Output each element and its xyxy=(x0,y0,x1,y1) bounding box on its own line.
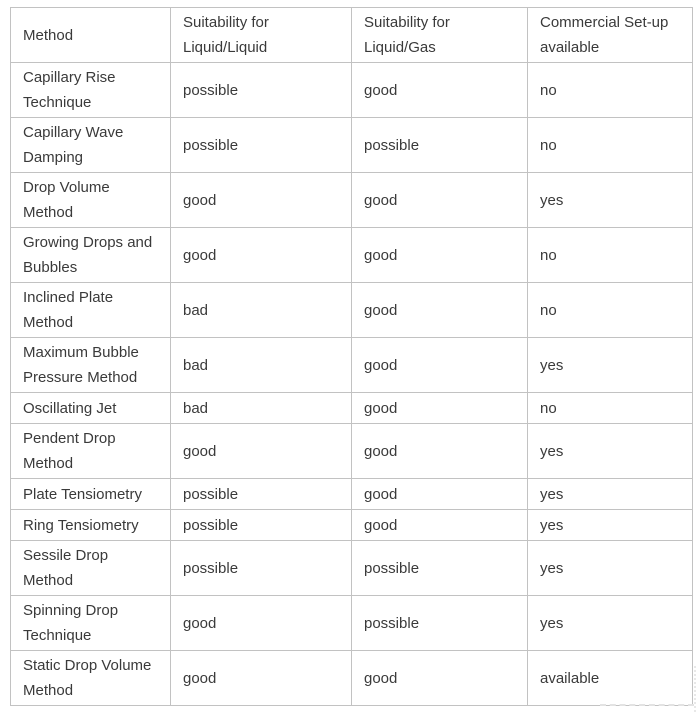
column-header-liquid-liquid: Suitability for Liquid/Liquid xyxy=(171,8,352,63)
table-row xyxy=(11,338,693,393)
method-cell: Drop Volume Method xyxy=(11,173,171,228)
liquid-gas-cell: good xyxy=(352,283,528,338)
commercial-cell: no xyxy=(528,63,693,118)
table-row xyxy=(11,118,693,173)
liquid-liquid-cell: possible xyxy=(171,541,352,596)
method-cell: Ring Tensiometry xyxy=(11,510,171,541)
commercial-cell: no xyxy=(528,118,693,173)
method-cell: Pendent Drop Method xyxy=(11,424,171,479)
commercial-cell: yes xyxy=(528,510,693,541)
liquid-liquid-cell: good xyxy=(171,651,352,706)
method-cell: Sessile Drop Method xyxy=(11,541,171,596)
liquid-gas-cell: good xyxy=(352,424,528,479)
table-row xyxy=(11,63,693,118)
commercial-cell: no xyxy=(528,283,693,338)
commercial-cell: yes xyxy=(528,541,693,596)
commercial-cell: yes xyxy=(528,173,693,228)
liquid-gas-cell: good xyxy=(352,63,528,118)
liquid-gas-cell: good xyxy=(352,338,528,393)
table-row xyxy=(11,510,693,541)
commercial-cell: yes xyxy=(528,479,693,510)
table-row xyxy=(11,479,693,510)
liquid-gas-cell: good xyxy=(352,393,528,424)
commercial-cell: yes xyxy=(528,338,693,393)
liquid-gas-cell: possible xyxy=(352,118,528,173)
column-header-liquid-gas: Suitability for Liquid/Gas xyxy=(352,8,528,63)
method-cell: Inclined Plate Method xyxy=(11,283,171,338)
commercial-cell: yes xyxy=(528,596,693,651)
liquid-gas-cell: good xyxy=(352,510,528,541)
method-cell: Spinning Drop Technique xyxy=(11,596,171,651)
table-row xyxy=(11,173,693,228)
methods-suitability-table xyxy=(10,7,693,706)
liquid-gas-cell: good xyxy=(352,651,528,706)
commercial-cell: no xyxy=(528,228,693,283)
column-header-method: Method xyxy=(11,8,171,63)
table-row xyxy=(11,596,693,651)
liquid-liquid-cell: good xyxy=(171,228,352,283)
liquid-liquid-cell: bad xyxy=(171,338,352,393)
header-row xyxy=(11,8,693,63)
method-cell: Plate Tensiometry xyxy=(11,479,171,510)
table-row xyxy=(11,651,693,706)
liquid-gas-cell: possible xyxy=(352,596,528,651)
method-cell: Growing Drops and Bubbles xyxy=(11,228,171,283)
table-row xyxy=(11,393,693,424)
liquid-liquid-cell: bad xyxy=(171,283,352,338)
column-header-commercial: Commercial Set-up available xyxy=(528,8,693,63)
method-cell: Capillary Rise Technique xyxy=(11,63,171,118)
liquid-liquid-cell: good xyxy=(171,173,352,228)
liquid-gas-cell: good xyxy=(352,479,528,510)
liquid-liquid-cell: possible xyxy=(171,510,352,541)
table-row xyxy=(11,283,693,338)
table-row xyxy=(11,541,693,596)
liquid-liquid-cell: possible xyxy=(171,63,352,118)
method-cell: Capillary Wave Damping xyxy=(11,118,171,173)
liquid-liquid-cell: good xyxy=(171,424,352,479)
table-row xyxy=(11,228,693,283)
commercial-cell: yes xyxy=(528,424,693,479)
liquid-liquid-cell: bad xyxy=(171,393,352,424)
liquid-gas-cell: good xyxy=(352,173,528,228)
method-cell: Static Drop Volume Method xyxy=(11,651,171,706)
watermark-dash-vertical xyxy=(694,666,696,712)
method-cell: Oscillating Jet xyxy=(11,393,171,424)
table-row xyxy=(11,424,693,479)
liquid-liquid-cell: possible xyxy=(171,118,352,173)
liquid-liquid-cell: possible xyxy=(171,479,352,510)
method-cell: Maximum Bubble Pressure Method xyxy=(11,338,171,393)
liquid-gas-cell: good xyxy=(352,228,528,283)
liquid-liquid-cell: good xyxy=(171,596,352,651)
liquid-gas-cell: possible xyxy=(352,541,528,596)
commercial-cell: no xyxy=(528,393,693,424)
commercial-cell: available xyxy=(528,651,693,706)
table-header xyxy=(11,8,693,63)
table-body xyxy=(11,63,693,706)
